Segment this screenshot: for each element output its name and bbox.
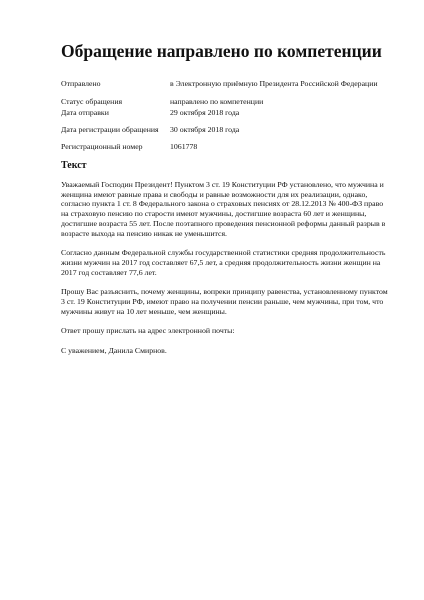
detail-label: Дата отправки bbox=[61, 108, 109, 117]
appeal-details-table bbox=[61, 70, 391, 152]
detail-value: направлено по компетенции bbox=[170, 97, 264, 106]
appeal-text bbox=[61, 180, 391, 366]
letter-paragraph: Ответ прошу прислать на адрес электронной почты: bbox=[61, 326, 235, 336]
detail-label: Отправлено bbox=[61, 78, 101, 88]
letter-paragraph: Уважаемый Господин Президент! Пунктом 3 ст. 19 Конституции РФ установлено, что мужчина и женщина имеют равные права и свободы и равные возможности для их реализации, однако, согласно пункта 1 ст. 8 Федерального закона о страховых пенсиях от 28.12.2013 № 400-ФЗ право на страховую пенсию по старости имеют мужчины, достигшие возраста 60 лет и женщины, достигшие возраста 55 лет. После поэтапного проведения пенсионной реформы данный разрыв в возрасте выхода на пенсию никак не уменьшится. bbox=[61, 180, 386, 238]
detail-value: в Электронную приёмную Президента Российской Федерации bbox=[170, 78, 378, 88]
text-section-heading: Текст bbox=[61, 160, 87, 171]
letter-paragraph: Прошу Вас разъяснить, почему женщины, вопреки принципу равенства, установленному пунктом 3 ст. 19 Конституции РФ, имеют право на получении пенсии раньше, чем мужчины, при том, что мужчины живут на 10 лет меньше, чем женщины. bbox=[61, 287, 388, 316]
detail-value: 1061778 bbox=[170, 142, 198, 151]
detail-row-status bbox=[61, 96, 391, 107]
letter-paragraph: Согласно данным Федеральной службы государственной статистики средняя продолжительность жизни мужчин на 2017 год составляет 67,5 лет, а средняя продолжительность жизни женщин на 2017 год составляет 77,6 лет. bbox=[61, 248, 386, 277]
detail-row-registration-date bbox=[61, 118, 391, 141]
detail-label: Статус обращения bbox=[61, 97, 123, 106]
detail-value: 29 октября 2018 года bbox=[170, 108, 240, 117]
page-title: Обращение направлено по компетенции bbox=[61, 41, 382, 61]
detail-row-registration-number bbox=[61, 141, 391, 152]
detail-label: Дата регистрации обращения bbox=[61, 125, 159, 134]
detail-row-sent-date bbox=[61, 107, 391, 118]
detail-label: Регистрационный номер bbox=[61, 142, 143, 151]
detail-row-sent-to bbox=[61, 70, 391, 96]
detail-value: 30 октября 2018 года bbox=[170, 125, 240, 134]
letter-signature: С уважением, Данила Смирнов. bbox=[61, 346, 167, 356]
